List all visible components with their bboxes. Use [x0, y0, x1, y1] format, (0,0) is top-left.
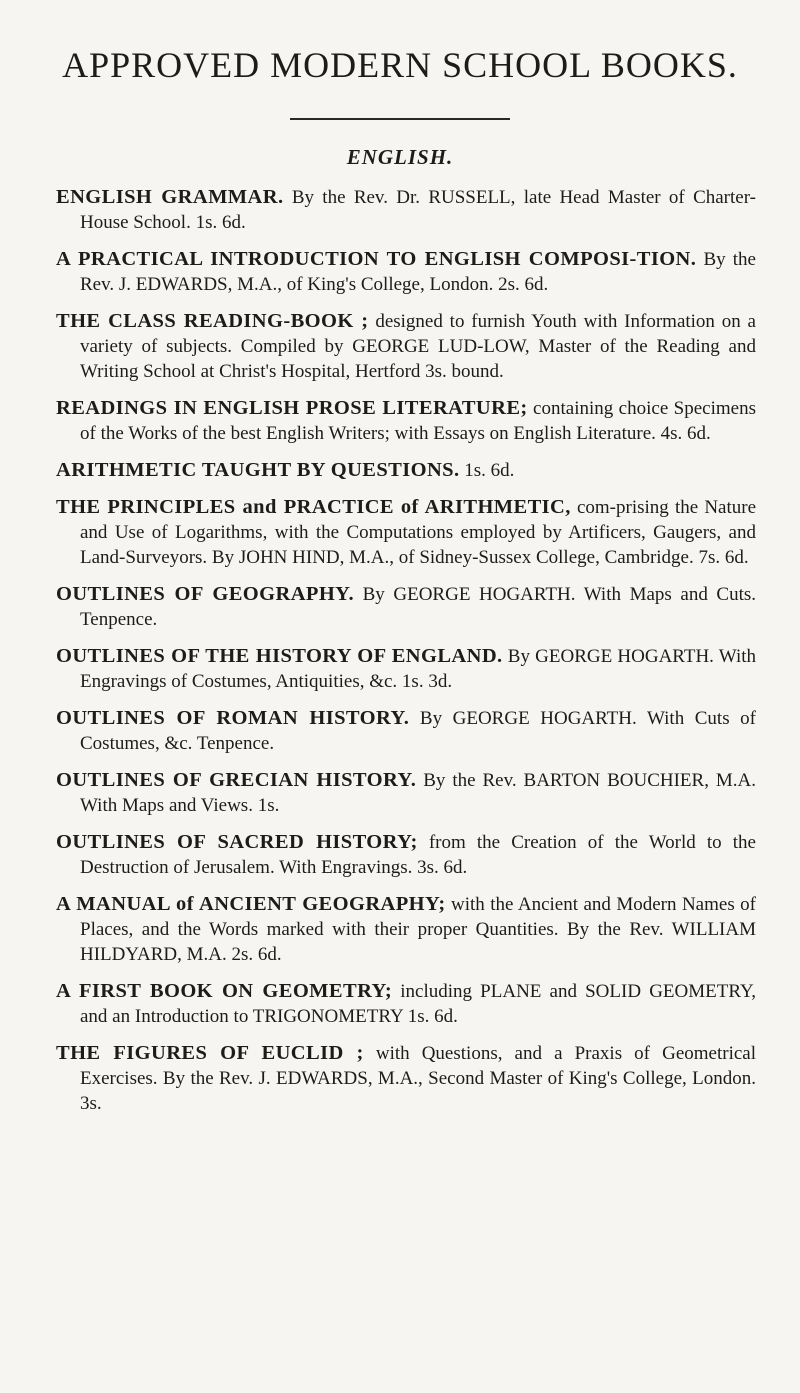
book-title: ARITHMETIC TAUGHT BY QUESTIONS. [56, 459, 460, 481]
book-title: THE PRINCIPLES and PRACTICE of ARITHMETIC, [56, 496, 571, 518]
book-title: ENGLISH GRAMMAR. [56, 186, 284, 208]
book-title: A PRACTICAL INTRODUCTION TO ENGLISH COMPOSI-TION. [56, 248, 697, 270]
book-entry [56, 644, 756, 694]
book-title: THE CLASS READING-BOOK ; [56, 310, 369, 332]
book-description: By GEORGE HOGARTH. With Engravings of Costumes, Antiquities, &c. 1s. 3d. [80, 646, 757, 692]
book-description: containing choice Specimens of the Works of the best English Writers; with Essays on English Literature. 4s. 6d. [80, 398, 756, 444]
book-description: By the Rev. J. EDWARDS, M.A., of King's College, London. 2s. 6d. [80, 249, 756, 295]
book-entry [56, 706, 756, 756]
title-divider [290, 118, 510, 120]
book-entry [56, 309, 756, 384]
book-list [56, 185, 756, 1128]
book-entry [56, 185, 756, 235]
book-description: designed to furnish Youth with Information on a variety of subjects. Compiled by GEORGE LUD-LOW, Master of the Reading and Writing School at Christ's Hospital, Hertford 3s. bound. [80, 311, 756, 382]
book-entry [56, 247, 756, 297]
book-entry [56, 768, 756, 818]
section-heading: ENGLISH. [346, 145, 454, 169]
book-entry [56, 458, 756, 483]
book-description: with Questions, and a Praxis of Geometrical Exercises. By the Rev. J. EDWARDS, M.A., Second Master of King's College, London. 3s. [80, 1043, 756, 1114]
book-description: com-prising the Nature and Use of Logarithms, with the Computations employed by Artificers, Gaugers, and Land-Surveyors. By JOHN HIND, M.A., of Sidney-Sussex College, Cambridge. 7s. 6d. [80, 497, 757, 568]
book-title: OUTLINES OF THE HISTORY OF ENGLAND. [56, 645, 503, 667]
page-title: APPROVED MODERN SCHOOL BOOKS. [62, 45, 738, 85]
book-entry [56, 582, 756, 632]
book-title: OUTLINES OF GEOGRAPHY. [56, 583, 355, 605]
book-entry [56, 495, 756, 570]
book-description: By GEORGE HOGARTH. With Maps and Cuts. Tenpence. [80, 584, 756, 630]
book-title: A MANUAL of ANCIENT GEOGRAPHY; [56, 893, 446, 915]
book-entry [56, 1041, 756, 1116]
book-title: A FIRST BOOK ON GEOMETRY; [56, 980, 393, 1002]
book-description: By the Rev. Dr. RUSSELL, late Head Master of Charter-House School. 1s. 6d. [80, 187, 756, 233]
book-entry [56, 830, 756, 880]
book-title: READINGS IN ENGLISH PROSE LITERATURE; [56, 397, 528, 419]
book-description: with the Ancient and Modern Names of Places, and the Words marked with their proper Quantities. By the Rev. WILLIAM HILDYARD, M.A. 2s. 6d. [80, 894, 756, 965]
book-description: By the Rev. BARTON BOUCHIER, M.A. With Maps and Views. 1s. [80, 770, 756, 816]
book-entry [56, 892, 756, 967]
book-entry [56, 396, 756, 446]
book-entry [56, 979, 756, 1029]
book-description: including PLANE and SOLID GEOMETRY, and an Introduction to TRIGONOMETRY 1s. 6d. [80, 981, 757, 1027]
book-description: 1s. 6d. [464, 460, 515, 481]
book-description: from the Creation of the World to the Destruction of Jerusalem. With Engravings. 3s. 6d. [80, 832, 756, 878]
book-description: By GEORGE HOGARTH. With Cuts of Costumes, &c. Tenpence. [80, 708, 757, 754]
book-title: THE FIGURES OF EUCLID ; [56, 1042, 364, 1064]
book-title: OUTLINES OF GRECIAN HISTORY. [56, 769, 417, 791]
book-title: OUTLINES OF SACRED HISTORY; [56, 831, 418, 853]
book-title: OUTLINES OF ROMAN HISTORY. [56, 707, 410, 729]
